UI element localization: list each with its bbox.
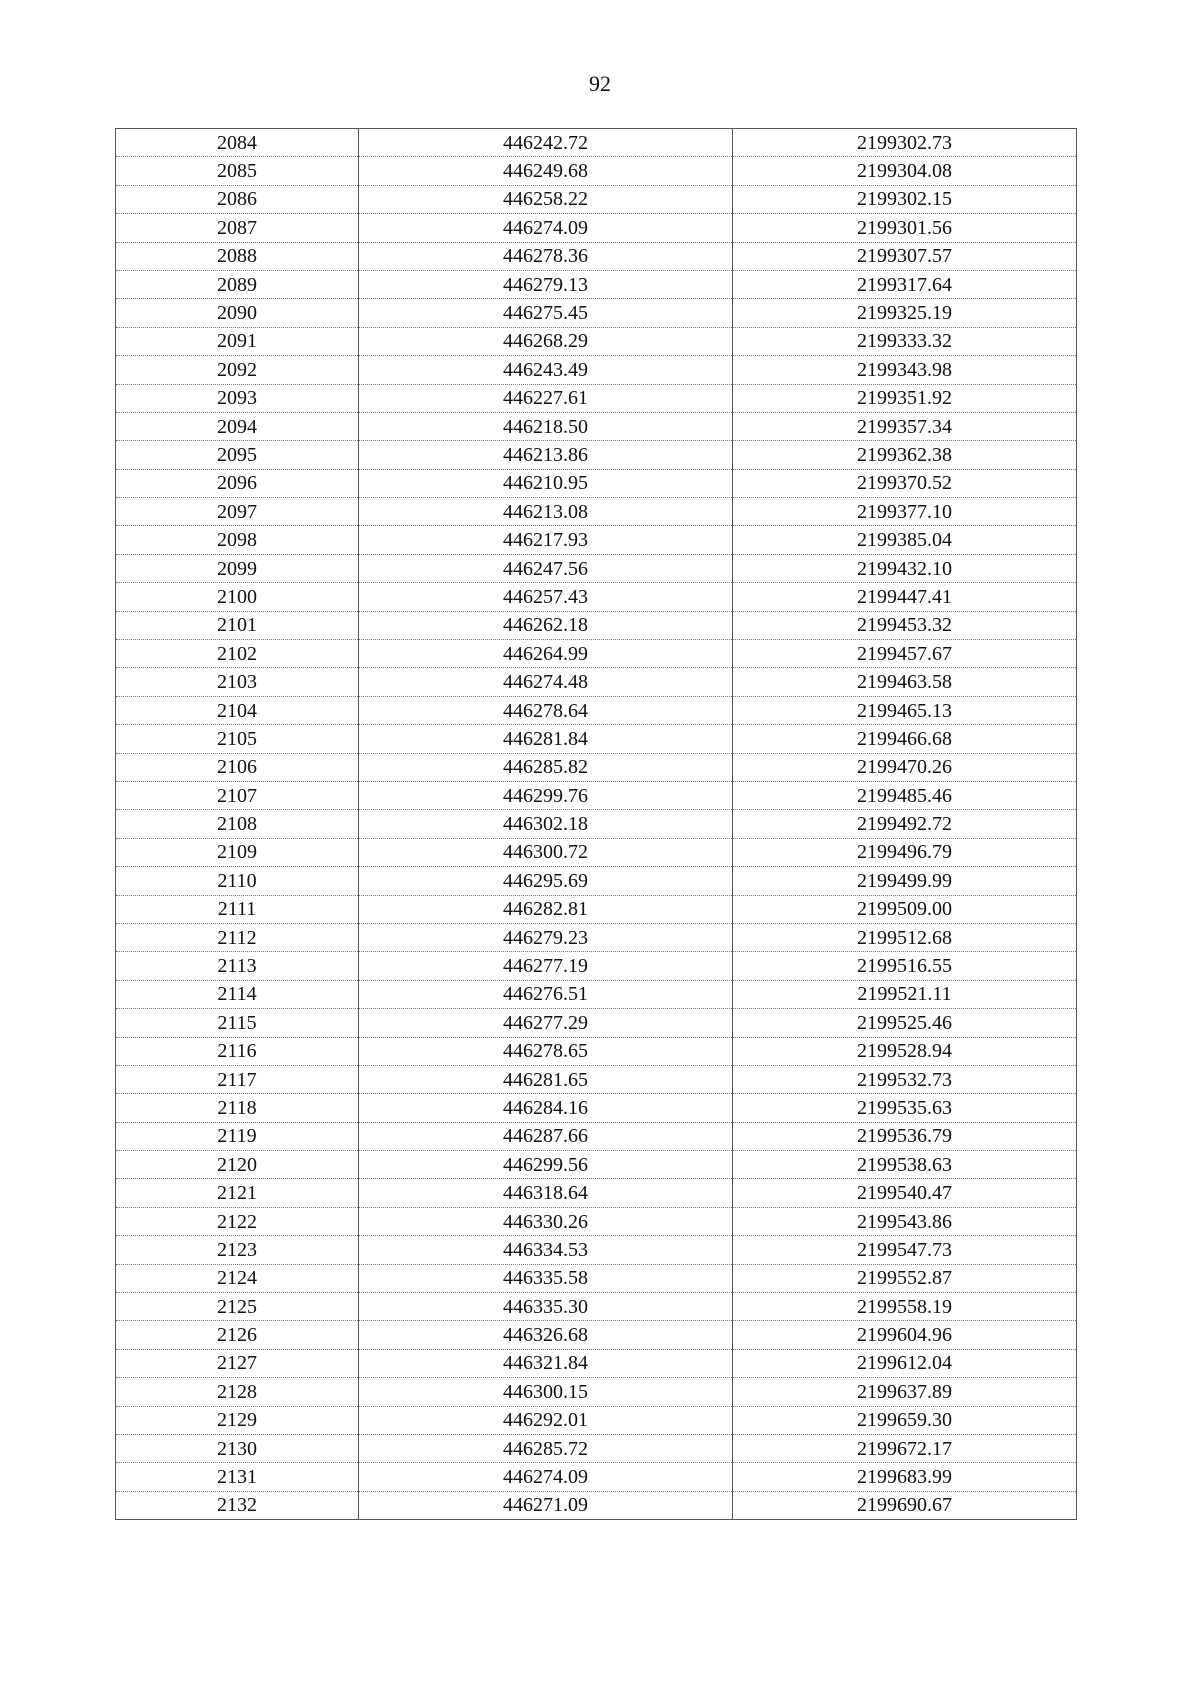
x-coordinate-cell: 446285.72: [359, 1434, 733, 1462]
table-row: [116, 696, 1077, 724]
x-coordinate-cell: 446284.16: [359, 1094, 733, 1122]
point-number-cell: 2100: [116, 583, 359, 611]
x-coordinate-cell: 446335.58: [359, 1264, 733, 1292]
x-coordinate-cell: 446247.56: [359, 554, 733, 582]
table-row: [116, 157, 1077, 185]
y-coordinate-cell: 2199453.32: [733, 611, 1077, 639]
point-number-cell: 2096: [116, 469, 359, 497]
x-coordinate-cell: 446218.50: [359, 412, 733, 440]
y-coordinate-cell: 2199690.67: [733, 1491, 1077, 1519]
x-coordinate-cell: 446299.76: [359, 781, 733, 809]
x-coordinate-cell: 446242.72: [359, 129, 733, 157]
point-number-cell: 2102: [116, 640, 359, 668]
point-number-cell: 2126: [116, 1321, 359, 1349]
table-row: [116, 980, 1077, 1008]
table-row: [116, 526, 1077, 554]
table-row: [116, 1207, 1077, 1235]
y-coordinate-cell: 2199325.19: [733, 299, 1077, 327]
x-coordinate-cell: 446318.64: [359, 1179, 733, 1207]
point-number-cell: 2104: [116, 696, 359, 724]
y-coordinate-cell: 2199304.08: [733, 157, 1077, 185]
table-row: [116, 1179, 1077, 1207]
table-row: [116, 1434, 1077, 1462]
point-number-cell: 2084: [116, 129, 359, 157]
y-coordinate-cell: 2199370.52: [733, 469, 1077, 497]
x-coordinate-cell: 446279.13: [359, 270, 733, 298]
table-row: [116, 867, 1077, 895]
x-coordinate-cell: 446274.48: [359, 668, 733, 696]
point-number-cell: 2113: [116, 952, 359, 980]
table-row: [116, 299, 1077, 327]
y-coordinate-cell: 2199535.63: [733, 1094, 1077, 1122]
table-row: [116, 498, 1077, 526]
x-coordinate-cell: 446274.09: [359, 214, 733, 242]
point-number-cell: 2129: [116, 1406, 359, 1434]
x-coordinate-cell: 446285.82: [359, 753, 733, 781]
y-coordinate-cell: 2199672.17: [733, 1434, 1077, 1462]
point-number-cell: 2106: [116, 753, 359, 781]
x-coordinate-cell: 446300.72: [359, 838, 733, 866]
point-number-cell: 2089: [116, 270, 359, 298]
x-coordinate-cell: 446213.08: [359, 498, 733, 526]
coordinate-table-body: [116, 129, 1077, 1520]
point-number-cell: 2109: [116, 838, 359, 866]
point-number-cell: 2107: [116, 781, 359, 809]
x-coordinate-cell: 446321.84: [359, 1349, 733, 1377]
x-coordinate-cell: 446281.84: [359, 725, 733, 753]
y-coordinate-cell: 2199466.68: [733, 725, 1077, 753]
y-coordinate-cell: 2199496.79: [733, 838, 1077, 866]
y-coordinate-cell: 2199470.26: [733, 753, 1077, 781]
y-coordinate-cell: 2199604.96: [733, 1321, 1077, 1349]
y-coordinate-cell: 2199485.46: [733, 781, 1077, 809]
y-coordinate-cell: 2199543.86: [733, 1207, 1077, 1235]
table-row: [116, 1094, 1077, 1122]
point-number-cell: 2110: [116, 867, 359, 895]
point-number-cell: 2123: [116, 1236, 359, 1264]
point-number-cell: 2121: [116, 1179, 359, 1207]
x-coordinate-cell: 446287.66: [359, 1122, 733, 1150]
table-row: [116, 1009, 1077, 1037]
x-coordinate-cell: 446282.81: [359, 895, 733, 923]
table-row: [116, 753, 1077, 781]
y-coordinate-cell: 2199558.19: [733, 1293, 1077, 1321]
y-coordinate-cell: 2199302.73: [733, 129, 1077, 157]
point-number-cell: 2127: [116, 1349, 359, 1377]
x-coordinate-cell: 446279.23: [359, 923, 733, 951]
point-number-cell: 2091: [116, 327, 359, 355]
table-row: [116, 781, 1077, 809]
y-coordinate-cell: 2199612.04: [733, 1349, 1077, 1377]
x-coordinate-cell: 446210.95: [359, 469, 733, 497]
table-row: [116, 952, 1077, 980]
table-row: [116, 1236, 1077, 1264]
point-number-cell: 2119: [116, 1122, 359, 1150]
y-coordinate-cell: 2199536.79: [733, 1122, 1077, 1150]
y-coordinate-cell: 2199552.87: [733, 1264, 1077, 1292]
table-row: [116, 129, 1077, 157]
table-row: [116, 640, 1077, 668]
table-row: [116, 1264, 1077, 1292]
y-coordinate-cell: 2199465.13: [733, 696, 1077, 724]
y-coordinate-cell: 2199521.11: [733, 980, 1077, 1008]
table-row: [116, 412, 1077, 440]
x-coordinate-cell: 446276.51: [359, 980, 733, 1008]
y-coordinate-cell: 2199525.46: [733, 1009, 1077, 1037]
y-coordinate-cell: 2199516.55: [733, 952, 1077, 980]
table-row: [116, 1349, 1077, 1377]
table-row: [116, 185, 1077, 213]
point-number-cell: 2101: [116, 611, 359, 639]
x-coordinate-cell: 446213.86: [359, 441, 733, 469]
point-number-cell: 2124: [116, 1264, 359, 1292]
y-coordinate-cell: 2199447.41: [733, 583, 1077, 611]
table-row: [116, 554, 1077, 582]
x-coordinate-cell: 446277.19: [359, 952, 733, 980]
table-row: [116, 725, 1077, 753]
x-coordinate-cell: 446278.64: [359, 696, 733, 724]
y-coordinate-cell: 2199492.72: [733, 810, 1077, 838]
table-row: [116, 1406, 1077, 1434]
y-coordinate-cell: 2199499.99: [733, 867, 1077, 895]
table-row: [116, 838, 1077, 866]
point-number-cell: 2099: [116, 554, 359, 582]
point-number-cell: 2092: [116, 356, 359, 384]
point-number-cell: 2094: [116, 412, 359, 440]
table-row: [116, 1463, 1077, 1491]
x-coordinate-cell: 446300.15: [359, 1378, 733, 1406]
table-row: [116, 214, 1077, 242]
point-number-cell: 2116: [116, 1037, 359, 1065]
table-row: [116, 469, 1077, 497]
point-number-cell: 2093: [116, 384, 359, 412]
y-coordinate-cell: 2199333.32: [733, 327, 1077, 355]
y-coordinate-cell: 2199343.98: [733, 356, 1077, 384]
table-row: [116, 1037, 1077, 1065]
x-coordinate-cell: 446278.65: [359, 1037, 733, 1065]
y-coordinate-cell: 2199385.04: [733, 526, 1077, 554]
point-number-cell: 2086: [116, 185, 359, 213]
point-number-cell: 2088: [116, 242, 359, 270]
y-coordinate-cell: 2199463.58: [733, 668, 1077, 696]
x-coordinate-cell: 446326.68: [359, 1321, 733, 1349]
y-coordinate-cell: 2199538.63: [733, 1151, 1077, 1179]
point-number-cell: 2132: [116, 1491, 359, 1519]
point-number-cell: 2130: [116, 1434, 359, 1462]
y-coordinate-cell: 2199683.99: [733, 1463, 1077, 1491]
x-coordinate-cell: 446217.93: [359, 526, 733, 554]
point-number-cell: 2111: [116, 895, 359, 923]
x-coordinate-cell: 446262.18: [359, 611, 733, 639]
coordinate-table: [115, 128, 1077, 1520]
point-number-cell: 2097: [116, 498, 359, 526]
y-coordinate-cell: 2199528.94: [733, 1037, 1077, 1065]
x-coordinate-cell: 446330.26: [359, 1207, 733, 1235]
x-coordinate-cell: 446227.61: [359, 384, 733, 412]
table-row: [116, 583, 1077, 611]
point-number-cell: 2098: [116, 526, 359, 554]
x-coordinate-cell: 446281.65: [359, 1065, 733, 1093]
table-row: [116, 242, 1077, 270]
page-number: 92: [589, 71, 611, 96]
y-coordinate-cell: 2199432.10: [733, 554, 1077, 582]
y-coordinate-cell: 2199317.64: [733, 270, 1077, 298]
x-coordinate-cell: 446334.53: [359, 1236, 733, 1264]
point-number-cell: 2112: [116, 923, 359, 951]
table-row: [116, 668, 1077, 696]
x-coordinate-cell: 446292.01: [359, 1406, 733, 1434]
table-row: [116, 1491, 1077, 1519]
point-number-cell: 2103: [116, 668, 359, 696]
y-coordinate-cell: 2199357.34: [733, 412, 1077, 440]
x-coordinate-cell: 446257.43: [359, 583, 733, 611]
table-row: [116, 384, 1077, 412]
table-row: [116, 1122, 1077, 1150]
x-coordinate-cell: 446299.56: [359, 1151, 733, 1179]
y-coordinate-cell: 2199362.38: [733, 441, 1077, 469]
table-row: [116, 611, 1077, 639]
point-number-cell: 2095: [116, 441, 359, 469]
point-number-cell: 2131: [116, 1463, 359, 1491]
y-coordinate-cell: 2199377.10: [733, 498, 1077, 526]
table-row: [116, 895, 1077, 923]
y-coordinate-cell: 2199301.56: [733, 214, 1077, 242]
table-row: [116, 327, 1077, 355]
x-coordinate-cell: 446302.18: [359, 810, 733, 838]
table-row: [116, 1151, 1077, 1179]
point-number-cell: 2105: [116, 725, 359, 753]
point-number-cell: 2108: [116, 810, 359, 838]
point-number-cell: 2117: [116, 1065, 359, 1093]
y-coordinate-cell: 2199302.15: [733, 185, 1077, 213]
table-row: [116, 1378, 1077, 1406]
y-coordinate-cell: 2199351.92: [733, 384, 1077, 412]
table-row: [116, 1065, 1077, 1093]
point-number-cell: 2114: [116, 980, 359, 1008]
table-row: [116, 441, 1077, 469]
point-number-cell: 2115: [116, 1009, 359, 1037]
point-number-cell: 2087: [116, 214, 359, 242]
point-number-cell: 2128: [116, 1378, 359, 1406]
x-coordinate-cell: 446258.22: [359, 185, 733, 213]
point-number-cell: 2090: [116, 299, 359, 327]
x-coordinate-cell: 446243.49: [359, 356, 733, 384]
table-row: [116, 1321, 1077, 1349]
point-number-cell: 2120: [116, 1151, 359, 1179]
x-coordinate-cell: 446335.30: [359, 1293, 733, 1321]
y-coordinate-cell: 2199637.89: [733, 1378, 1077, 1406]
y-coordinate-cell: 2199547.73: [733, 1236, 1077, 1264]
table-row: [116, 810, 1077, 838]
table-row: [116, 356, 1077, 384]
y-coordinate-cell: 2199512.68: [733, 923, 1077, 951]
x-coordinate-cell: 446271.09: [359, 1491, 733, 1519]
point-number-cell: 2122: [116, 1207, 359, 1235]
y-coordinate-cell: 2199457.67: [733, 640, 1077, 668]
table-row: [116, 270, 1077, 298]
x-coordinate-cell: 446277.29: [359, 1009, 733, 1037]
x-coordinate-cell: 446295.69: [359, 867, 733, 895]
point-number-cell: 2118: [116, 1094, 359, 1122]
y-coordinate-cell: 2199532.73: [733, 1065, 1077, 1093]
table-row: [116, 923, 1077, 951]
y-coordinate-cell: 2199307.57: [733, 242, 1077, 270]
x-coordinate-cell: 446268.29: [359, 327, 733, 355]
x-coordinate-cell: 446264.99: [359, 640, 733, 668]
x-coordinate-cell: 446249.68: [359, 157, 733, 185]
x-coordinate-cell: 446274.09: [359, 1463, 733, 1491]
x-coordinate-cell: 446278.36: [359, 242, 733, 270]
y-coordinate-cell: 2199659.30: [733, 1406, 1077, 1434]
table-row: [116, 1293, 1077, 1321]
x-coordinate-cell: 446275.45: [359, 299, 733, 327]
y-coordinate-cell: 2199540.47: [733, 1179, 1077, 1207]
point-number-cell: 2125: [116, 1293, 359, 1321]
point-number-cell: 2085: [116, 157, 359, 185]
y-coordinate-cell: 2199509.00: [733, 895, 1077, 923]
